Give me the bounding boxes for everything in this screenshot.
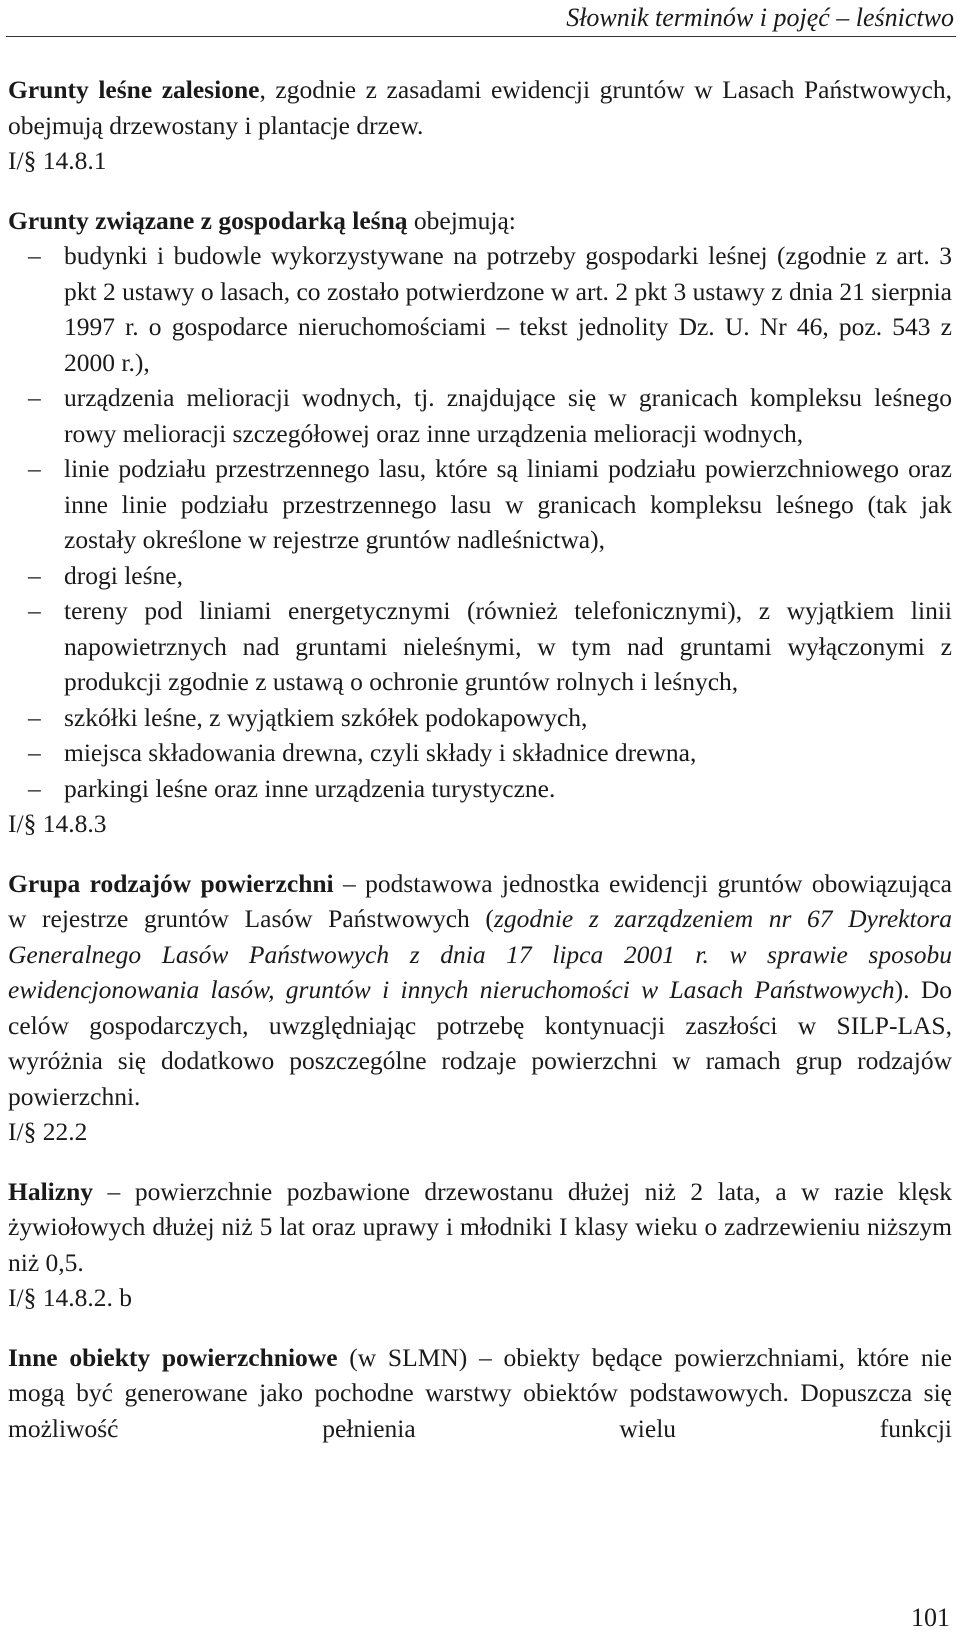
list-item: – linie podziału przestrzennego lasu, które są liniami podziału powierzchniowego oraz inne linie podziału przestrzennego lasu w granicach kompleksu leśnego (tak jak zostały określone w rejestrze gruntów nadleśnictwa), — [8, 451, 952, 558]
entry-text: obejmują: — [407, 205, 516, 235]
entry-reference: I/§ 14.8.2. b — [8, 1283, 132, 1312]
entry-grunty-zwiazane — [8, 203, 952, 842]
entry-term: Grunty związane z gospodarką leśną — [8, 205, 408, 235]
running-header: Słownik terminów i pojęć – leśnictwo — [566, 3, 954, 32]
entry-term: Grupa rodzajów powierzchni — [8, 868, 334, 898]
list-item: – parkingi leśne oraz inne urządzenia turystyczne. — [8, 771, 952, 807]
entry-text: – powierzchnie pozbawione drzewostanu dłużej niż 2 lata, a w razie klęsk żywiołowych dłużej niż 5 lat oraz uprawy i młodniki I klasy wieku o zadrzewieniu niższym niż 0,5. — [8, 1176, 952, 1277]
list-item: – miejsca składowania drewna, czyli składy i składnice drewna, — [8, 735, 952, 771]
dash-list — [8, 238, 952, 806]
entry-grunty-lesne-zalesione — [8, 72, 952, 179]
entry-citation: zgodnie z zarządzeniem nr 67 Dyrektora Generalnego Lasów Państwowych z dnia 17 lipca 2001 r. w sprawie sposobu ewidencjonowania lasów, gruntów i innych nieruchomości w Lasach Państwowych — [8, 904, 953, 1004]
entry-grupa-rodzajow — [8, 866, 952, 1150]
list-item: – szkółki leśne, z wyjątkiem szkółek podokapowych, — [8, 700, 952, 736]
list-item: – drogi leśne, — [8, 558, 952, 594]
entry-text-continued: ). Do celów gospodarczych, uwzględniając potrzebę kontynuacji zaszłości w SILP-LAS, wyróżnia się dodatkowo poszczególne rodzaje powierzchni w ramach grup rodzajów powierzchni. — [8, 975, 952, 1111]
entry-reference: I/§ 14.8.3 — [8, 809, 107, 838]
entry-text: – podstawowa jednostka ewidencji gruntów obowiązująca w rejestrze gruntów Lasów Państwowych ( — [8, 868, 952, 933]
page-body — [8, 72, 952, 1470]
entry-text: (w SLMN) – obiekty będące powierzchniami, które nie mogą być generowane jako pochodne warstwy obiektów podstawowych. Dopuszcza się możliwość pełnienia wielu funkcji — [8, 1342, 952, 1443]
entry-halizny — [8, 1174, 952, 1316]
entry-term: Grunty leśne zalesione — [8, 75, 260, 104]
page-number: 101 — [911, 1603, 950, 1632]
header-divider — [6, 36, 956, 37]
list-item: – urządzenia melioracji wodnych, tj. znajdujące się w granicach kompleksu leśnego rowy melioracji szczegółowej oraz inne urządzenia melioracji wodnych, — [8, 380, 952, 451]
list-item: – tereny pod liniami energetycznymi (również telefonicznymi), z wyjątkiem linii napowietrznych nad gruntami nieleśnymi, w tym nad gruntami wyłączonymi z produkcji zgodnie z ustawą o ochronie gruntów rolnych i leśnych, — [8, 593, 952, 700]
entry-reference: I/§ 14.8.1 — [8, 146, 107, 175]
entry-term: Halizny — [8, 1176, 94, 1206]
entry-text: , zgodnie z zasadami ewidencji gruntów w Lasach Państwowych, obejmują drzewostany i plantacje drzew. — [8, 75, 952, 140]
list-item: – budynki i budowle wykorzystywane na potrzeby gospodarki leśnej (zgodnie z art. 3 pkt 2 ustawy o lasach, co zostało potwierdzone w art. 2 pkt 3 ustawy z dnia 21 sierpnia 1997 r. o gospodarce nieruchomościami – tekst jednolity Dz. U. Nr 46, poz. 543 z 2000 r.), — [8, 238, 952, 380]
entry-reference: I/§ 22.2 — [8, 1117, 88, 1146]
entry-inne-obiekty — [8, 1340, 952, 1447]
entry-term: Inne obiekty powierzchniowe — [8, 1342, 338, 1372]
